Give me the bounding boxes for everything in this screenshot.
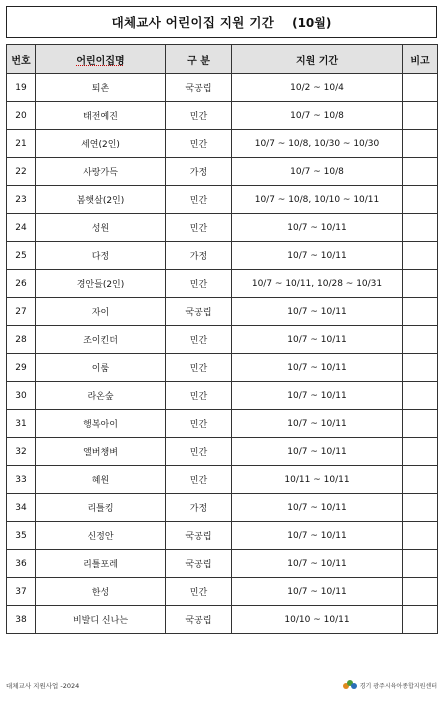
daycare-type: 국공립 [166,550,232,578]
support-period: 10/10 ~ 10/11 [232,606,403,634]
row-number: 32 [7,438,36,466]
row-note [403,522,438,550]
daycare-type: 가정 [166,242,232,270]
support-period: 10/7 ~ 10/11 [232,382,403,410]
table-header-row [7,45,438,74]
daycare-type: 국공립 [166,74,232,102]
row-note [403,74,438,102]
daycare-name: 경안들(2인) [36,270,166,298]
daycare-name: 봄햇살(2인) [36,186,166,214]
daycare-name: 태전예진 [36,102,166,130]
daycare-type: 국공립 [166,298,232,326]
header-no: 번호 [7,45,36,74]
daycare-type: 민간 [166,438,232,466]
row-note [403,438,438,466]
daycare-name: 이룸 [36,354,166,382]
header-period: 지원 기간 [232,45,403,74]
row-note [403,466,438,494]
table-row [7,186,438,214]
daycare-name: 조이킨더 [36,326,166,354]
support-period: 10/7 ~ 10/11 [232,578,403,606]
table-row [7,382,438,410]
row-number: 25 [7,242,36,270]
row-note [403,606,438,634]
daycare-name: 한성 [36,578,166,606]
support-period: 10/7 ~ 10/11 [232,522,403,550]
table-row [7,606,438,634]
table-row [7,270,438,298]
support-period: 10/7 ~ 10/8, 10/10 ~ 10/11 [232,186,403,214]
row-note [403,102,438,130]
row-number: 28 [7,326,36,354]
row-note [403,214,438,242]
support-period: 10/7 ~ 10/11 [232,326,403,354]
table-row [7,466,438,494]
row-note [403,410,438,438]
daycare-type: 민간 [166,382,232,410]
daycare-type: 국공립 [166,522,232,550]
support-period: 10/2 ~ 10/4 [232,74,403,102]
header-type: 구 분 [166,45,232,74]
row-note [403,158,438,186]
row-number: 23 [7,186,36,214]
footer-program-label: 대체교사 지원사업 -2024 [6,682,80,690]
row-note [403,354,438,382]
row-number: 31 [7,410,36,438]
table-row [7,242,438,270]
row-number: 36 [7,550,36,578]
table-row [7,578,438,606]
table-row [7,410,438,438]
table-row [7,130,438,158]
daycare-type: 가정 [166,158,232,186]
row-number: 27 [7,298,36,326]
daycare-name: 앨버챙벼 [36,438,166,466]
daycare-type: 민간 [166,466,232,494]
support-period: 10/7 ~ 10/11 [232,242,403,270]
daycare-type: 민간 [166,578,232,606]
daycare-type: 민간 [166,410,232,438]
row-number: 34 [7,494,36,522]
row-note [403,242,438,270]
daycare-type: 민간 [166,270,232,298]
row-note [403,130,438,158]
table-row [7,214,438,242]
row-note [403,326,438,354]
table-row [7,354,438,382]
daycare-type: 민간 [166,130,232,158]
table-row [7,298,438,326]
footer-organization-name: 경기 광주시육아종합지원센터 [359,682,437,690]
table-row [7,550,438,578]
row-number: 22 [7,158,36,186]
table-row [7,326,438,354]
table-row [7,438,438,466]
table-row [7,522,438,550]
title-month: (10월) [292,15,332,30]
row-number: 26 [7,270,36,298]
daycare-name: 행복아이 [36,410,166,438]
support-period: 10/7 ~ 10/11 [232,438,403,466]
daycare-name: 사랑가득 [36,158,166,186]
row-number: 37 [7,578,36,606]
row-note [403,494,438,522]
support-period-table [6,44,438,634]
daycare-type: 민간 [166,102,232,130]
support-period: 10/7 ~ 10/11 [232,410,403,438]
row-number: 24 [7,214,36,242]
row-number: 19 [7,74,36,102]
daycare-name: 혜원 [36,466,166,494]
daycare-name: 라온숲 [36,382,166,410]
row-number: 20 [7,102,36,130]
support-period: 10/7 ~ 10/8 [232,102,403,130]
daycare-name: 성원 [36,214,166,242]
support-period: 10/7 ~ 10/11, 10/28 ~ 10/31 [232,270,403,298]
row-note [403,550,438,578]
header-name: 어린이집명 [36,45,166,74]
row-number: 30 [7,382,36,410]
row-note [403,382,438,410]
table-row [7,74,438,102]
daycare-name: 세연(2인) [36,130,166,158]
daycare-type: 민간 [166,214,232,242]
daycare-type: 민간 [166,186,232,214]
row-number: 38 [7,606,36,634]
header-note: 비고 [403,45,438,74]
daycare-name: 다정 [36,242,166,270]
table-row [7,494,438,522]
row-note [403,298,438,326]
support-period: 10/7 ~ 10/11 [232,550,403,578]
daycare-type: 국공립 [166,606,232,634]
support-period: 10/7 ~ 10/8, 10/30 ~ 10/30 [232,130,403,158]
center-logo-icon [343,680,357,690]
support-period: 10/7 ~ 10/8 [232,158,403,186]
footer-organization [343,680,437,690]
daycare-name: 리틀포레 [36,550,166,578]
row-note [403,578,438,606]
row-number: 35 [7,522,36,550]
row-number: 33 [7,466,36,494]
daycare-name: 신정안 [36,522,166,550]
row-note [403,186,438,214]
document-title-box [6,6,437,38]
support-period: 10/11 ~ 10/11 [232,466,403,494]
support-period: 10/7 ~ 10/11 [232,354,403,382]
daycare-type: 민간 [166,326,232,354]
support-period: 10/7 ~ 10/11 [232,214,403,242]
table-row [7,102,438,130]
daycare-name: 자이 [36,298,166,326]
daycare-type: 민간 [166,354,232,382]
row-number: 29 [7,354,36,382]
row-note [403,270,438,298]
document-title: 대체교사 어린이집 지원 기간 [111,15,275,30]
daycare-name: 리틀킹 [36,494,166,522]
support-period: 10/7 ~ 10/11 [232,494,403,522]
row-number: 21 [7,130,36,158]
daycare-name: 퇴촌 [36,74,166,102]
support-period: 10/7 ~ 10/11 [232,298,403,326]
table-row [7,158,438,186]
daycare-name: 비발디 신나는 [36,606,166,634]
daycare-type: 가정 [166,494,232,522]
